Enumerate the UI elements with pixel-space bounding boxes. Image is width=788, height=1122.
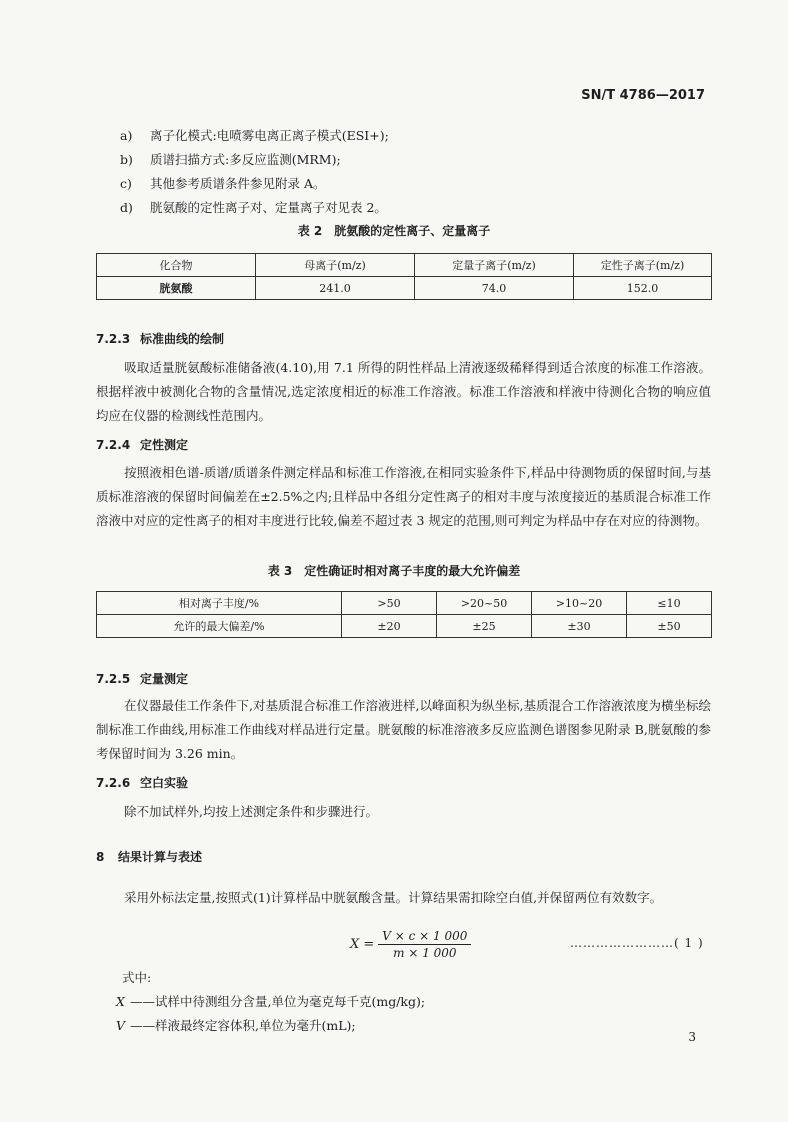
table3-caption: 表 3 定性确证时相对离子丰度的最大允许偏差: [267, 564, 521, 578]
table3: [96, 591, 712, 638]
table-cell: >10~20: [532, 592, 627, 615]
section-text-7-2-5: 在仪器最佳工作条件下,对基质混合标准工作溶液进样,以峰面积为纵坐标,基质混合工作溶液浓度为横坐标绘制标准工作曲线,用标准工作曲线对样品进行定量。胱氨酸的标准溶液多反应监测色谱图参见附录 B,胱氨酸的参考保留时间为 3.26 min。: [96, 698, 711, 761]
list-label: a): [120, 128, 133, 143]
list-item: [120, 172, 389, 196]
variable-symbol: X: [116, 994, 125, 1009]
table-cell: ±30: [532, 615, 627, 638]
list-text: 胱氨酸的定性离子对、定量离子对见表 2。: [150, 200, 387, 215]
list-label: c): [120, 176, 132, 191]
table-header-cell: 定量子离子(m/z): [415, 254, 574, 277]
table2-caption: 表 2 胱氨酸的定性离子、定量离子: [297, 224, 491, 238]
section-heading-7-2-6: 7.2.6 空白实验: [96, 776, 189, 790]
variable-symbol: V: [116, 1018, 126, 1033]
list-label: b): [120, 152, 133, 167]
list-label: d): [120, 200, 133, 215]
table-cell: 74.0: [415, 277, 574, 300]
formula-lhs: X =: [350, 937, 375, 952]
table-cell: 胱氨酸: [97, 277, 256, 300]
table-cell: ±25: [437, 615, 532, 638]
variable-item: [116, 1014, 425, 1038]
section-heading-8: 8 结果计算与表述: [96, 850, 203, 864]
mass-spec-conditions-list: [120, 124, 389, 220]
section-text-7-2-4: 按照液相色谱-质谱/质谱条件测定样品和标准工作溶液,在相同实验条件下,样品中待测物质的保留时间,与基质标准溶液的保留时间偏差在±2.5%之内;且样品中各组分定性离子的相对丰度与浓度接近的基质混合标准工作溶液中对应的定性离子的相对丰度进行比较,偏差不超过表 3 规定的范围,则可判定为样品中存在对应的待测物。: [96, 465, 711, 528]
section-heading-7-2-3: 7.2.3 标准曲线的绘制: [96, 332, 225, 346]
list-text: 质谱扫描方式:多反应监测(MRM);: [150, 152, 341, 167]
table-cell: >50: [342, 592, 437, 615]
standard-number: SN/T 4786—2017: [581, 88, 705, 103]
table-cell: 相对离子丰度/%: [97, 592, 342, 615]
section-text-7-2-6: 除不加试样外,均按上述测定条件和步骤进行。: [124, 804, 378, 819]
formula-denominator: m × 1 000: [393, 946, 457, 960]
table-cell: 152.0: [574, 277, 712, 300]
table-cell: ±20: [342, 615, 437, 638]
formula-1: [350, 928, 471, 961]
list-text: 其他参考质谱条件参见附录 A。: [150, 176, 326, 191]
variable-item: [116, 990, 425, 1014]
table-cell: ≤10: [627, 592, 712, 615]
list-text: 离子化模式:电喷雾电离正离子模式(ESI+);: [150, 128, 389, 143]
table-cell: ±50: [627, 615, 712, 638]
list-item: [120, 196, 389, 220]
table-cell: 允许的最大偏差/%: [97, 615, 342, 638]
list-item: [120, 124, 389, 148]
page-number: 3: [688, 1030, 696, 1044]
table-cell: 241.0: [256, 277, 415, 300]
equation-number: ……………………( 1 ): [570, 936, 704, 950]
formula-fraction: [378, 928, 471, 961]
formula-numerator: V × c × 1 000: [378, 928, 471, 945]
list-item: [120, 148, 389, 172]
variable-desc: ——试样中待测组分含量,单位为毫克每千克(mg/kg);: [130, 994, 426, 1009]
table-cell: >20~50: [437, 592, 532, 615]
where-intro: 式中:: [122, 970, 152, 985]
variable-definitions: [116, 966, 426, 1038]
section-text-7-2-3: 吸取适量胱氨酸标准储备液(4.10),用 7.1 所得的阴性样品上清液逐级稀释得到适合浓度的标准工作溶液。根据样液中被测化合物的含量情况,选定浓度相近的标准工作溶液。标准工作溶液和样液中待测化合物的响应值均应在仪器的检测线性范围内。: [96, 360, 711, 423]
table2: [96, 253, 712, 300]
table-header-cell: 母离子(m/z): [256, 254, 415, 277]
section-heading-7-2-5: 7.2.5 定量测定: [96, 672, 189, 686]
variable-desc: ——样液最终定容体积,单位为毫升(mL);: [130, 1018, 356, 1033]
section-text-8: 采用外标法定量,按照式(1)计算样品中胱氨酸含量。计算结果需扣除空白值,并保留两位有效数字。: [124, 890, 663, 905]
section-heading-7-2-4: 7.2.4 定性测定: [96, 438, 189, 452]
table-header-cell: 化合物: [97, 254, 256, 277]
table-header-cell: 定性子离子(m/z): [574, 254, 712, 277]
